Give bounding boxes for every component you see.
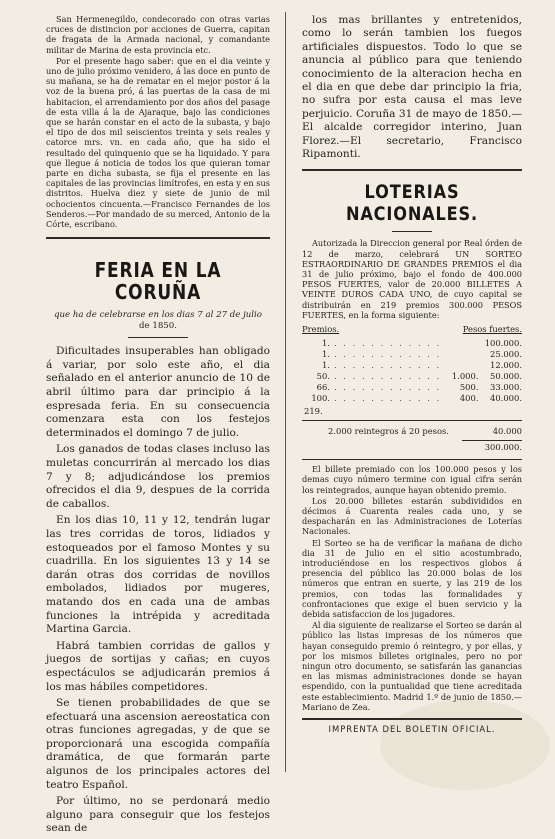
prize-row bbox=[302, 382, 522, 393]
intro-notice bbox=[46, 14, 270, 229]
feria-paragraph: Dificultades insuperables han obligado á variar, por solo este año, el dia señalado en el anterior anuncio de 10 de abril último para dar principio á la espresada feria. En su consecuencia comenzara esta con los festejos determinados el domingo 7 de julio. bbox=[46, 345, 270, 439]
prize-row bbox=[302, 338, 522, 349]
section-rule bbox=[302, 169, 522, 171]
prize-table-header bbox=[302, 324, 522, 335]
loterias-body bbox=[302, 464, 522, 712]
feria-paragraph: Habrá tambien corridas de gallos y juegos de sortijas y cañas; en cuyos espectáculos se adjudicarán premios á los mas hábiles competidores. bbox=[46, 639, 270, 693]
prize-row bbox=[302, 349, 522, 360]
reintegros-row bbox=[302, 426, 522, 437]
loterias-title: LOTERIAS NACIONALES. bbox=[345, 181, 479, 226]
loterias-intro: Autorizada la Direccion general por Real órden de 12 de marzo, celebrará UN SORTEO ESTRAORDINARIO DE GRANDES PREMIOS el dia 31 de julio próximo, bajo el fondo de 400.000 PESOS FUERTES, valor de 20.000 BILLETES A VEINTE DUROS CADA UNO, de cuyo capital se distribuirán en 219 premios 300.000 PESOS FUERTES, en la forma siguiente: bbox=[302, 238, 522, 320]
feria-paragraph: Se tienen probabilidades de que se efectuará una ascension aereostatica con otras funciones agregadas, y de que se proporcionará una escogida compañía dramática, de que formarán parte algunos de los principales actores del teatro Español. bbox=[46, 697, 270, 791]
feria-subtitle-text: que ha de celebrarse en los dias 7 al 27 de julio bbox=[54, 310, 262, 321]
feria-paragraph: Los ganados de todas clases incluso las muletas concurrirán al mercado los dias 7 y 8; adjudicándose los premios ofrecidos el dia 9, despues de la corrida de caballos. bbox=[46, 443, 270, 510]
prize-unit: 1.000. bbox=[451, 370, 479, 381]
prize-unit: 500. bbox=[459, 381, 479, 392]
prize-amount: 25.000. bbox=[490, 348, 522, 359]
prize-unit bbox=[441, 349, 478, 360]
dot-leader: . . . . . . . . . . . . bbox=[333, 392, 442, 403]
prize-count: 66. bbox=[316, 381, 330, 392]
grand-total: 300.000. bbox=[462, 440, 522, 453]
section-rule bbox=[46, 237, 270, 239]
prize-count: 100. bbox=[311, 392, 330, 403]
right-column bbox=[302, 14, 522, 734]
dot-leader: . . . . . . . . . . . . bbox=[333, 338, 442, 348]
loterias-paragraph: Los 20.000 billetes estarán subdivididos en décimos á Cuarenta reales cada uno, y se despacharán en las Administraciones de Loterías Nacionales. bbox=[302, 495, 522, 537]
prize-row bbox=[302, 393, 522, 404]
feria-continuation: los mas brillantes y entretenidos, como lo serán tambien los fuegos artificiales dispuestos. Todo lo que se anuncia al público para que teniendo conocimiento de la alteracion hecha en el dia en que debe dar principio la fria, no sufra por esta causa el mas leve perjuicio. Coruña 31 de mayo de 1850.—El alcalde corregidor interino, Juan Florez.—El secretario, Francisco Ripamonti. bbox=[302, 14, 522, 161]
prize-count: 1. bbox=[321, 348, 330, 359]
notice-paragraph: Por el presente hago saber: que en el dia veinte y uno de julio próximo venidero, á las doce en punto de su mañana, se ha de rematar en el mejor postor á la voz de la buena pró, á las puertas de la casa de mi habitacion, el arrendamiento por dos años del pasage de esta villa á la de Ajaraque, bajo las condiciones que se harán constar en el acto de la subasta, y bajo el tipo de dos mil seiscientos treinta y seis reales y catorce mrs. vn. en cada año, que ha sido el resultado del quinquenio que se ha liquidado. Y para que llegue á noticia de todos los que quieran tomar parte en dicha subasta, se fija el presente en las capitales de las provincias limítrofes, en esta y en sus distritos. Huelva diez y siete de junio de mil ochocientos cincuenta.—Francisco Fernandes de los Senderos.—Por mandado de su merced, Antonio de la Córte, escribano. bbox=[46, 55, 270, 230]
footer-rule bbox=[302, 718, 522, 720]
notice-paragraph: San Hermenegildo, condecorado con otras varias cruces de distincion por acciones de Guerra, capitan de fragata de la Armada nacional, y comandante militar de Marina de esta provincia etc. bbox=[46, 14, 270, 55]
imprenta-footer: IMPRENTA DEL BOLETIN OFICIAL. bbox=[328, 724, 496, 735]
feria-year: de 1850. bbox=[139, 321, 177, 332]
feria-title: FERIA EN LA CORUÑA bbox=[94, 258, 222, 305]
col-pesos: Pesos fuertes. bbox=[462, 324, 522, 335]
reint-value: 40.000 bbox=[492, 426, 522, 437]
prize-count: 1. bbox=[321, 359, 330, 370]
prize-amount: 40.000. bbox=[490, 392, 522, 403]
table-rule bbox=[302, 459, 522, 460]
column-divider bbox=[285, 12, 286, 772]
col-premios: Premios. bbox=[302, 324, 340, 335]
reint-label: 2.000 reintegros á 20 pesos. bbox=[328, 426, 449, 437]
prize-count: 50. bbox=[316, 370, 330, 381]
title-rule bbox=[392, 231, 432, 232]
prize-amount: 33.000. bbox=[490, 381, 522, 392]
left-column bbox=[46, 14, 270, 839]
prize-amount: 50.000. bbox=[490, 370, 522, 381]
prize-rows bbox=[302, 338, 522, 403]
dot-leader: . . . . . . . . . . . . bbox=[333, 370, 442, 381]
prize-unit: 400. bbox=[459, 392, 479, 403]
dot-leader: . . . . . . . . . . . . bbox=[333, 381, 442, 392]
prize-row bbox=[302, 371, 522, 382]
prize-row bbox=[302, 360, 522, 371]
prize-total: 219. bbox=[304, 406, 323, 417]
feria-body bbox=[46, 345, 270, 836]
loterias-paragraph: El billete premiado con los 100.000 pesos y los demas cuyo número termine con igual cifra serán los reintegrados, aunque hayan obtenido premio. bbox=[302, 464, 522, 495]
loterias-paragraph: Al dia siguiente de realizarse el Sorteo se darán al público las listas impresas de los números que hayan conseguido premio ó reintegro, y por ellas, y por los mismos billetes originales, pero no por ningun otro documento, se satisfarán las ganancias en las mismas administraciones donde se hayan espendido, con la puntualidad que tiene acreditada este establecimiento. Madrid 1.º de junio de 1850.—Mariano de Zea. bbox=[302, 620, 522, 712]
feria-paragraph: Por último, no se perdonará medio alguno para conseguir que los festejos sean de bbox=[46, 795, 270, 835]
table-rule bbox=[302, 420, 522, 421]
prize-unit bbox=[441, 338, 478, 349]
prize-table bbox=[302, 324, 522, 453]
prize-unit bbox=[441, 360, 478, 371]
prize-count: 1. bbox=[321, 338, 330, 348]
feria-paragraph: En los dias 10, 11 y 12, tendrán lugar las tres corridas de toros, lidiados y estoqueados por el famoso Montes y su cuadrilla. En los siguientes 13 y 14 se darán otras dos corridas de novillos embolados, lidiados por mugeres, matando dos en cada una de ambas funciones la intrépida y acreditada Martina Garcia. bbox=[46, 514, 270, 636]
prize-amount: 100.000. bbox=[484, 338, 522, 348]
title-rule bbox=[128, 337, 188, 338]
dot-leader: . . . . . . . . . . . . bbox=[333, 348, 442, 359]
dot-leader: . . . . . . . . . . . . bbox=[333, 359, 442, 370]
prize-amount: 12.000. bbox=[490, 359, 522, 370]
feria-subtitle bbox=[46, 310, 270, 332]
loterias-paragraph: El Sorteo se ha de verificar la mañana de dicho dia 31 de Julio en el sitio acostumbrado, introduciéndose en los respectivos globos á presencia del público las 20.000 bolas de los números que entran en suerte, y las 219 de los premios, con todas las formalidades y confrontaciones que exige el buen servicio y la debida satisfaccion de los jugadores. bbox=[302, 537, 522, 619]
